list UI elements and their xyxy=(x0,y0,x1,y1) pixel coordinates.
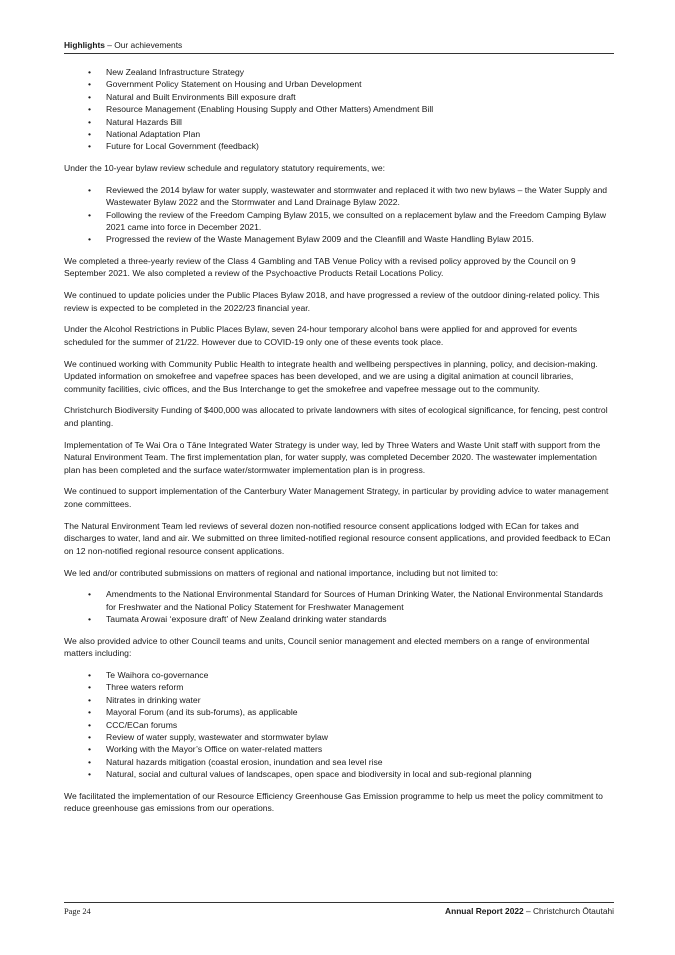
report-place: – Christchurch Ōtautahi xyxy=(523,906,614,916)
list-item: • Three waters reform xyxy=(64,681,614,693)
list-item: • Nitrates in drinking water xyxy=(64,694,614,706)
advice-list xyxy=(64,669,614,781)
header-subtitle: – Our achievements xyxy=(104,40,183,50)
strategy-list xyxy=(64,66,614,153)
paragraph: We continued working with Community Public Health to integrate health and wellbeing perspectives in planning, policy, and decision-making. Updated information on smokefree and vapefree spaces has been developed, and we are using a digital animation at council libraries, community facilities, civic offices, and the Bus Interchange to get the smokefree and vapefree message out to the community. xyxy=(64,358,598,394)
paragraph: The Natural Environment Team led reviews of several dozen non-notified resource consent applications lodged with ECan for takes and discharges to water, land and air. We submitted on three limited-notified regional resource consent applications, and provided feedback to ECan on 12 non-notified regional resource consent applications. xyxy=(64,520,611,556)
header-section: Highlights xyxy=(64,40,105,50)
list-item: • Review of water supply, wastewater and stormwater bylaw xyxy=(64,731,614,743)
list-item: • Working with the Mayor’s Office on water-related matters xyxy=(64,743,614,755)
list-item: • Natural hazards mitigation (coastal erosion, inundation and sea level rise xyxy=(64,756,614,768)
paragraph: We continued to support implementation of the Canterbury Water Management Strategy, in particular by providing advice to water management zone committees. xyxy=(64,486,609,509)
paragraph: Christchurch Biodiversity Funding of $400,000 was allocated to private landowners with sites of ecological significance, for fencing, pest control and planting. xyxy=(64,405,608,428)
list-item: • Government Policy Statement on Housing and Urban Development xyxy=(64,78,614,90)
page-content xyxy=(64,66,614,824)
list-item: • Future for Local Government (feedback) xyxy=(64,140,614,152)
list-item: • Following the review of the Freedom Camping Bylaw 2015, we consulted on a replacement bylaw and the Freedom Camping Bylaw 2021 came into force in December 2021. xyxy=(64,209,614,234)
paragraph: Under the 10-year bylaw review schedule and regulatory statutory requirements, we: xyxy=(64,162,385,173)
submissions-list xyxy=(64,588,614,625)
page-number: Page 24 xyxy=(64,907,91,916)
paragraph: We completed a three-yearly review of the Class 4 Gambling and TAB Venue Policy with a revised policy approved by the Council on 9 September 2021. We also completed a review of the Psychoactive Products Retail Locations Policy. xyxy=(64,255,576,279)
list-item: • Mayoral Forum (and its sub-forums), as applicable xyxy=(64,706,614,718)
list-item: • Taumata Arowai ‘exposure draft’ of New Zealand drinking water standards xyxy=(64,613,614,625)
list-item: • Natural Hazards Bill xyxy=(64,116,614,128)
list-item: • Natural, social and cultural values of landscapes, open space and biodiversity in local and sub-regional planning xyxy=(64,768,614,780)
list-item: • Reviewed the 2014 bylaw for water supply, wastewater and stormwater and replaced it with two new bylaws – the Water Supply and Wastewater Bylaw 2022 and the Stormwater and Land Drainage Bylaw 2022. xyxy=(64,184,614,209)
list-item: • Amendments to the National Environmental Standard for Sources of Human Drinking Water, the National Environmental Standards for Freshwater and the National Policy Statement for Freshwater Management xyxy=(64,588,614,613)
list-item: • National Adaptation Plan xyxy=(64,128,614,140)
list-item: • Te Waihora co-governance xyxy=(64,669,614,681)
page-footer xyxy=(64,902,614,916)
paragraph: We also provided advice to other Council teams and units, Council senior management and elected members on a range of environmental matters including: xyxy=(64,635,590,659)
list-item: • New Zealand Infrastructure Strategy xyxy=(64,66,614,78)
list-item: • Progressed the review of the Waste Management Bylaw 2009 and the Cleanfill and Waste Handling Bylaw 2015. xyxy=(64,233,614,245)
paragraph: Implementation of Te Wai Ora o Tāne Integrated Water Strategy is under way, led by Three Waters and Waste Unit staff with support from the Natural Environment Team. The first implementation plan, for water supply, was completed December 2020. The wastewater implementation plan has been completed and the surface water/stormwater implementation plan is in progress. xyxy=(64,439,601,475)
list-item: • Resource Management (Enabling Housing Supply and Other Matters) Amendment Bill xyxy=(64,103,614,115)
paragraph: Under the Alcohol Restrictions in Public Places Bylaw, seven 24-hour temporary alcohol bans were applied for and approved for events scheduled for the summer of 21/22. However due to COVID-19 only one of these events took place. xyxy=(64,324,578,347)
paragraph: We continued to update policies under the Public Places Bylaw 2018, and have progressed a review of the outdoor dining-related policy. This review is expected to be completed in the 2022/23 financial year. xyxy=(64,290,600,313)
paragraph: We led and/or contributed submissions on matters of regional and national importance, including but not limited to: xyxy=(64,567,499,578)
bylaw-list xyxy=(64,184,614,246)
list-item: • Natural and Built Environments Bill exposure draft xyxy=(64,91,614,103)
list-item: • CCC/ECan forums xyxy=(64,719,614,731)
paragraph: We facilitated the implementation of our Resource Efficiency Greenhouse Gas Emission programme to help us meet the policy commitment to reduce greenhouse gas emissions from our operations. xyxy=(64,790,603,813)
report-name: Annual Report 2022 xyxy=(445,906,524,916)
page-header xyxy=(64,40,614,54)
report-title xyxy=(445,906,614,916)
